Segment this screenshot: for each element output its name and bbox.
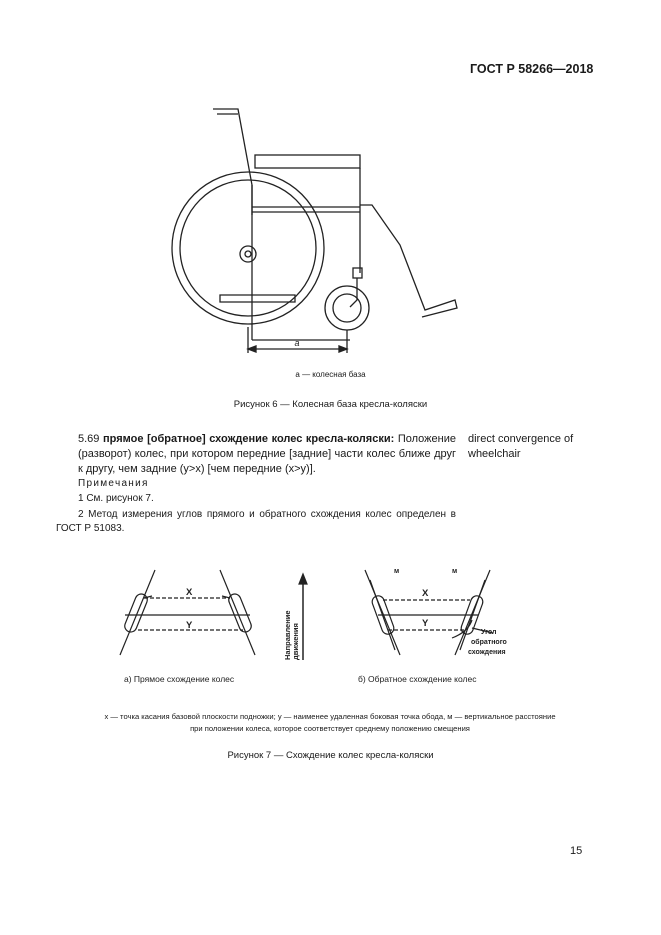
rear-wheel-tire xyxy=(172,172,324,324)
label-y-a: Y xyxy=(186,620,193,631)
note-1: 1 См. рисунок 7. xyxy=(78,493,154,504)
convergence-figure xyxy=(100,560,560,695)
caster-wheel xyxy=(325,286,369,330)
label-m-right: м xyxy=(452,568,458,575)
angle-label-3: схождения xyxy=(468,649,506,656)
wheelchair-figure xyxy=(160,95,490,365)
figure7-legend-line1: x — точка касания базовой плоскости подножки; у — наименее удаленная боковая точка обода, м — вертикальное расстояние xyxy=(104,712,556,721)
label-x-b: X xyxy=(422,588,429,599)
footrest xyxy=(360,205,457,317)
standard-code: ГОСТ Р 58266—2018 xyxy=(470,62,594,76)
figure7-legend-line2: при положении колеса, которое соответствует среднему положению смещения xyxy=(190,724,470,733)
figure6-caption: Рисунок 6 — Колесная база кресла-коляски xyxy=(233,399,428,410)
caption-b: б) Обратное схождение колес xyxy=(358,674,477,684)
term-definition xyxy=(78,432,456,477)
term-number: 5.69 xyxy=(78,433,100,445)
armrest xyxy=(255,155,360,168)
push-handle xyxy=(213,109,252,215)
page-number: 15 xyxy=(570,845,583,857)
direction-label-1: Направление xyxy=(283,610,292,660)
label-x-a: X xyxy=(186,587,193,598)
label-m-left: м xyxy=(394,568,400,575)
label-y-b: Y xyxy=(422,618,429,629)
angle-label-2: обратного xyxy=(471,639,507,646)
figure6-legend: a — колесная база xyxy=(295,370,366,379)
note-2: 2 Метод измерения углов прямого и обратного схождения колес определен в ГОСТ Р 51083. xyxy=(56,509,456,534)
figure7-legend xyxy=(50,711,610,735)
caption-a: а) Прямое схождение колес xyxy=(124,674,235,684)
term-title: прямое [обратное] схождение колес кресла-коляски: xyxy=(103,433,395,445)
angle-label-1: Угол xyxy=(481,629,497,636)
notes-heading: Примечания xyxy=(78,478,149,489)
term-english: direct convergence of wheelchair xyxy=(468,433,574,460)
figure7-caption: Рисунок 7 — Схождение колес кресла-коляски xyxy=(227,750,434,761)
term-text: Положение (разворот) колес, при котором передние [задние] части колес ближе друг к другу, чем задние (y>x) [чем передние (x>y)]. xyxy=(78,433,456,475)
right-wheel-a xyxy=(227,592,253,634)
dimension-a-label: a xyxy=(294,338,300,348)
rear-wheel-hub xyxy=(240,246,256,262)
direction-label-2: движения xyxy=(291,623,300,660)
